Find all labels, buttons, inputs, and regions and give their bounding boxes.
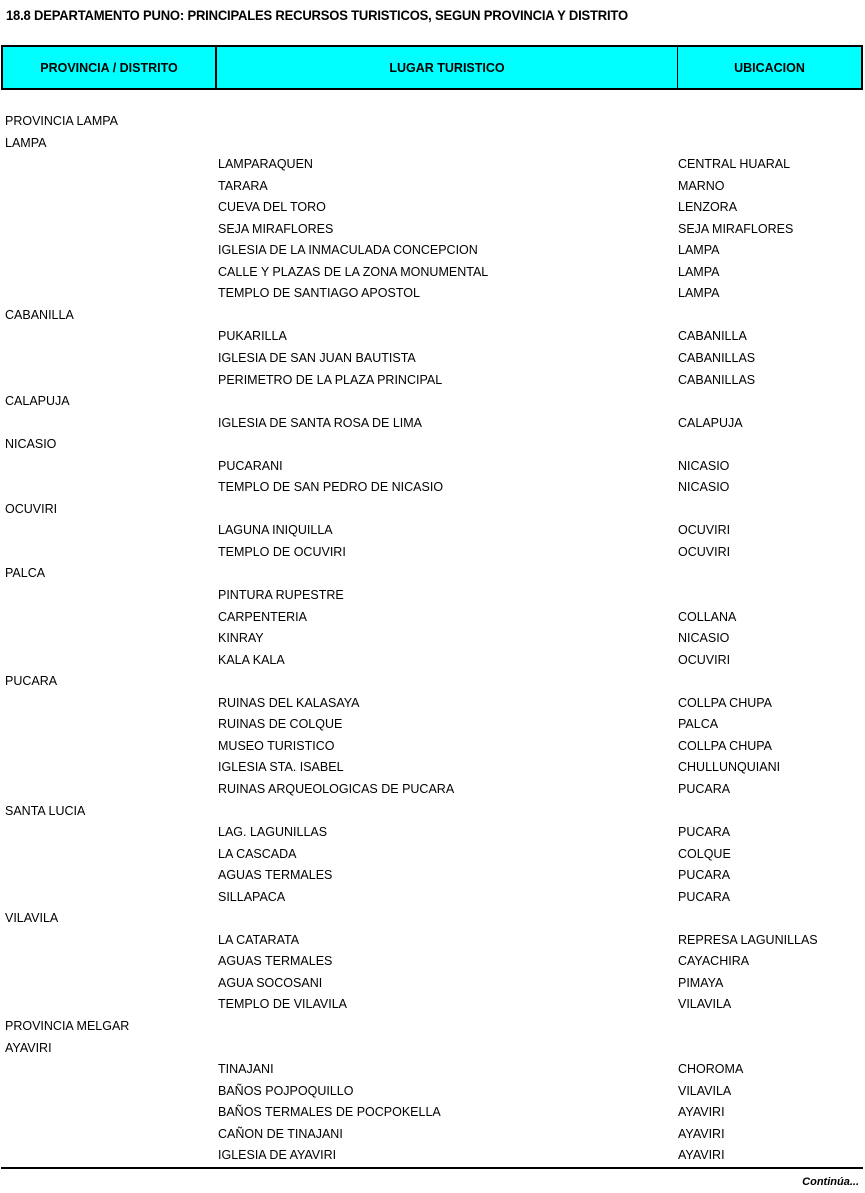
- ubicacion-cell: LENZORA: [678, 200, 738, 215]
- table-row: [0, 283, 865, 305]
- lugar-turistico-cell: PUKARILLA: [218, 329, 287, 344]
- table-row: [0, 973, 865, 995]
- table-row: [0, 1081, 865, 1103]
- lugar-turistico-cell: TEMPLO DE SANTIAGO APOSTOL: [218, 286, 420, 301]
- table-row: [0, 994, 865, 1016]
- table-row: [0, 628, 865, 650]
- header-ubicacion: UBICACION: [734, 60, 805, 75]
- table-row: [0, 1124, 865, 1146]
- provincia-distrito-cell: SANTA LUCIA: [5, 803, 86, 818]
- lugar-turistico-cell: TEMPLO DE SAN PEDRO DE NICASIO: [218, 480, 444, 495]
- provincia-distrito-cell: OCUVIRI: [5, 501, 58, 516]
- lugar-turistico-cell: CARPENTERIA: [218, 609, 307, 624]
- table-row: [0, 326, 865, 348]
- lugar-turistico-cell: PINTURA RUPESTRE: [218, 588, 344, 603]
- provincia-distrito-cell: CALAPUJA: [5, 394, 70, 409]
- lugar-turistico-cell: IGLESIA DE LA INMACULADA CONCEPCION: [218, 243, 478, 258]
- lugar-turistico-cell: LAMPARAQUEN: [218, 157, 313, 172]
- group-row: [0, 1016, 865, 1038]
- table-row: [0, 370, 865, 392]
- lugar-turistico-cell: CALLE Y PLAZAS DE LA ZONA MONUMENTAL: [218, 264, 489, 279]
- ubicacion-cell: CABANILLAS: [678, 351, 756, 366]
- ubicacion-cell: PIMAYA: [678, 975, 724, 990]
- lugar-turistico-cell: AGUAS TERMALES: [218, 954, 333, 969]
- lugar-turistico-cell: AGUAS TERMALES: [218, 868, 333, 883]
- table-body: [0, 111, 865, 1167]
- lugar-turistico-cell: LAG. LAGUNILLAS: [218, 825, 328, 840]
- ubicacion-cell: CENTRAL HUARAL: [678, 157, 791, 172]
- lugar-turistico-cell: IGLESIA DE AYAVIRI: [218, 1148, 337, 1163]
- table-row: [0, 844, 865, 866]
- table-row: [0, 154, 865, 176]
- table-row: [0, 757, 865, 779]
- group-row: [0, 305, 865, 327]
- lugar-turistico-cell: MUSEO TURISTICO: [218, 738, 335, 753]
- ubicacion-cell: NICASIO: [678, 631, 730, 646]
- ubicacion-cell: AYAVIRI: [678, 1105, 725, 1120]
- ubicacion-cell: PALCA: [678, 717, 719, 732]
- lugar-turistico-cell: KINRAY: [218, 631, 264, 646]
- lugar-turistico-cell: SILLAPACA: [218, 889, 286, 904]
- provincia-distrito-cell: PROVINCIA LAMPA: [5, 114, 118, 128]
- lugar-turistico-cell: LA CATARATA: [218, 932, 300, 947]
- lugar-turistico-cell: TEMPLO DE OCUVIRI: [218, 544, 346, 559]
- group-row: [0, 801, 865, 823]
- table-row: [0, 585, 865, 607]
- ubicacion-cell: COLQUE: [678, 846, 731, 861]
- group-row: [0, 1038, 865, 1060]
- table-row: [0, 1145, 865, 1167]
- ubicacion-cell: AYAVIRI: [678, 1126, 725, 1141]
- provincia-distrito-cell: PROVINCIA MELGAR: [5, 1018, 130, 1033]
- lugar-turistico-cell: CUEVA DEL TORO: [218, 200, 326, 215]
- table-row: [0, 951, 865, 973]
- table-row: [0, 607, 865, 629]
- lugar-turistico-cell: CAÑON DE TINAJANI: [218, 1126, 343, 1141]
- provincia-distrito-cell: VILAVILA: [5, 911, 59, 926]
- table-row: [0, 650, 865, 672]
- lugar-turistico-cell: IGLESIA DE SAN JUAN BAUTISTA: [218, 351, 416, 366]
- lugar-turistico-cell: BAÑOS TERMALES DE POCPOKELLA: [218, 1105, 441, 1120]
- ubicacion-cell: LAMPA: [678, 264, 720, 279]
- table-row: [0, 219, 865, 241]
- table-row: [0, 779, 865, 801]
- ubicacion-cell: NICASIO: [678, 480, 730, 495]
- ubicacion-cell: CABANILLAS: [678, 372, 756, 387]
- ubicacion-cell: OCUVIRI: [678, 652, 731, 667]
- lugar-turistico-cell: KALA KALA: [218, 652, 285, 667]
- lugar-turistico-cell: RUINAS DEL KALASAYA: [218, 695, 360, 710]
- provincia-distrito-cell: PUCARA: [5, 674, 58, 689]
- ubicacion-cell: VILAVILA: [678, 1083, 732, 1098]
- ubicacion-cell: NICASIO: [678, 458, 730, 473]
- table-row: [0, 822, 865, 844]
- lugar-turistico-cell: IGLESIA STA. ISABEL: [218, 760, 344, 775]
- group-row: [0, 563, 865, 585]
- table-header: [1, 45, 863, 90]
- lugar-turistico-cell: LA CASCADA: [218, 846, 297, 861]
- table-row: [0, 348, 865, 370]
- lugar-turistico-cell: IGLESIA DE SANTA ROSA DE LIMA: [218, 415, 423, 430]
- bottom-rule: [1, 1167, 863, 1169]
- table-row: [0, 1102, 865, 1124]
- table-row: [0, 714, 865, 736]
- lugar-turistico-cell: TARARA: [218, 178, 268, 193]
- group-row: [0, 671, 865, 693]
- table-row: [0, 477, 865, 499]
- ubicacion-cell: CABANILLA: [678, 329, 747, 344]
- ubicacion-cell: CALAPUJA: [678, 415, 743, 430]
- group-row: [0, 111, 865, 133]
- ubicacion-cell: CAYACHIRA: [678, 954, 750, 969]
- lugar-turistico-cell: SEJA MIRAFLORES: [218, 221, 334, 236]
- table-row: [0, 542, 865, 564]
- table-row: [0, 930, 865, 952]
- continua-note: Continúa...: [802, 1176, 859, 1188]
- table-row: [0, 240, 865, 262]
- table-row: [0, 197, 865, 219]
- provincia-distrito-cell: LAMPA: [5, 135, 47, 150]
- ubicacion-cell: SEJA MIRAFLORES: [678, 221, 794, 236]
- table-row: [0, 520, 865, 542]
- table-row: [0, 887, 865, 909]
- ubicacion-cell: PUCARA: [678, 825, 731, 840]
- header-provincia-distrito: PROVINCIA / DISTRITO: [3, 47, 217, 88]
- ubicacion-cell: COLLPA CHUPA: [678, 738, 773, 753]
- table-row: [0, 693, 865, 715]
- ubicacion-cell: COLLPA CHUPA: [678, 695, 773, 710]
- provincia-distrito-cell: NICASIO: [5, 437, 57, 452]
- table-row: [0, 736, 865, 758]
- group-row: [0, 434, 865, 456]
- table-row: [0, 865, 865, 887]
- ubicacion-cell: AYAVIRI: [678, 1148, 725, 1163]
- lugar-turistico-cell: RUINAS ARQUEOLOGICAS DE PUCARA: [218, 781, 455, 796]
- header-lugar-turistico: LUGAR TURISTICO: [217, 47, 678, 88]
- document-title: 18.8 DEPARTAMENTO PUNO: PRINCIPALES RECURSOS TURISTICOS, SEGUN PROVINCIA Y DISTRITO: [6, 7, 628, 23]
- provincia-distrito-cell: AYAVIRI: [5, 1040, 52, 1055]
- ubicacion-cell: LAMPA: [678, 286, 720, 301]
- lugar-turistico-cell: LAGUNA INIQUILLA: [218, 523, 333, 538]
- ubicacion-cell: PUCARA: [678, 781, 731, 796]
- table-row: [0, 176, 865, 198]
- table-row: [0, 262, 865, 284]
- lugar-turistico-cell: TINAJANI: [218, 1062, 274, 1077]
- table-row: [0, 1059, 865, 1081]
- table-row: [0, 413, 865, 435]
- ubicacion-cell: OCUVIRI: [678, 523, 731, 538]
- lugar-turistico-cell: TEMPLO DE VILAVILA: [218, 997, 347, 1012]
- ubicacion-cell: MARNO: [678, 178, 725, 193]
- lugar-turistico-cell: AGUA SOCOSANI: [218, 975, 323, 990]
- ubicacion-cell: REPRESA LAGUNILLAS: [678, 932, 818, 947]
- ubicacion-cell: CHOROMA: [678, 1062, 744, 1077]
- ubicacion-cell: OCUVIRI: [678, 544, 731, 559]
- lugar-turistico-cell: PERIMETRO DE LA PLAZA PRINCIPAL: [218, 372, 443, 387]
- ubicacion-cell: CHULLUNQUIANI: [678, 760, 781, 775]
- provincia-distrito-cell: PALCA: [5, 566, 46, 581]
- group-row: [0, 133, 865, 155]
- lugar-turistico-cell: RUINAS DE COLQUE: [218, 717, 343, 732]
- group-row: [0, 391, 865, 413]
- group-row: [0, 908, 865, 930]
- lugar-turistico-cell: PUCARANI: [218, 458, 283, 473]
- ubicacion-cell: PUCARA: [678, 868, 731, 883]
- ubicacion-cell: PUCARA: [678, 889, 731, 904]
- lugar-turistico-cell: BAÑOS POJPOQUILLO: [218, 1083, 354, 1098]
- group-row: [0, 499, 865, 521]
- ubicacion-cell: COLLANA: [678, 609, 737, 624]
- ubicacion-cell: LAMPA: [678, 243, 720, 258]
- table-row: [0, 456, 865, 478]
- ubicacion-cell: VILAVILA: [678, 997, 732, 1012]
- provincia-distrito-cell: CABANILLA: [5, 307, 74, 322]
